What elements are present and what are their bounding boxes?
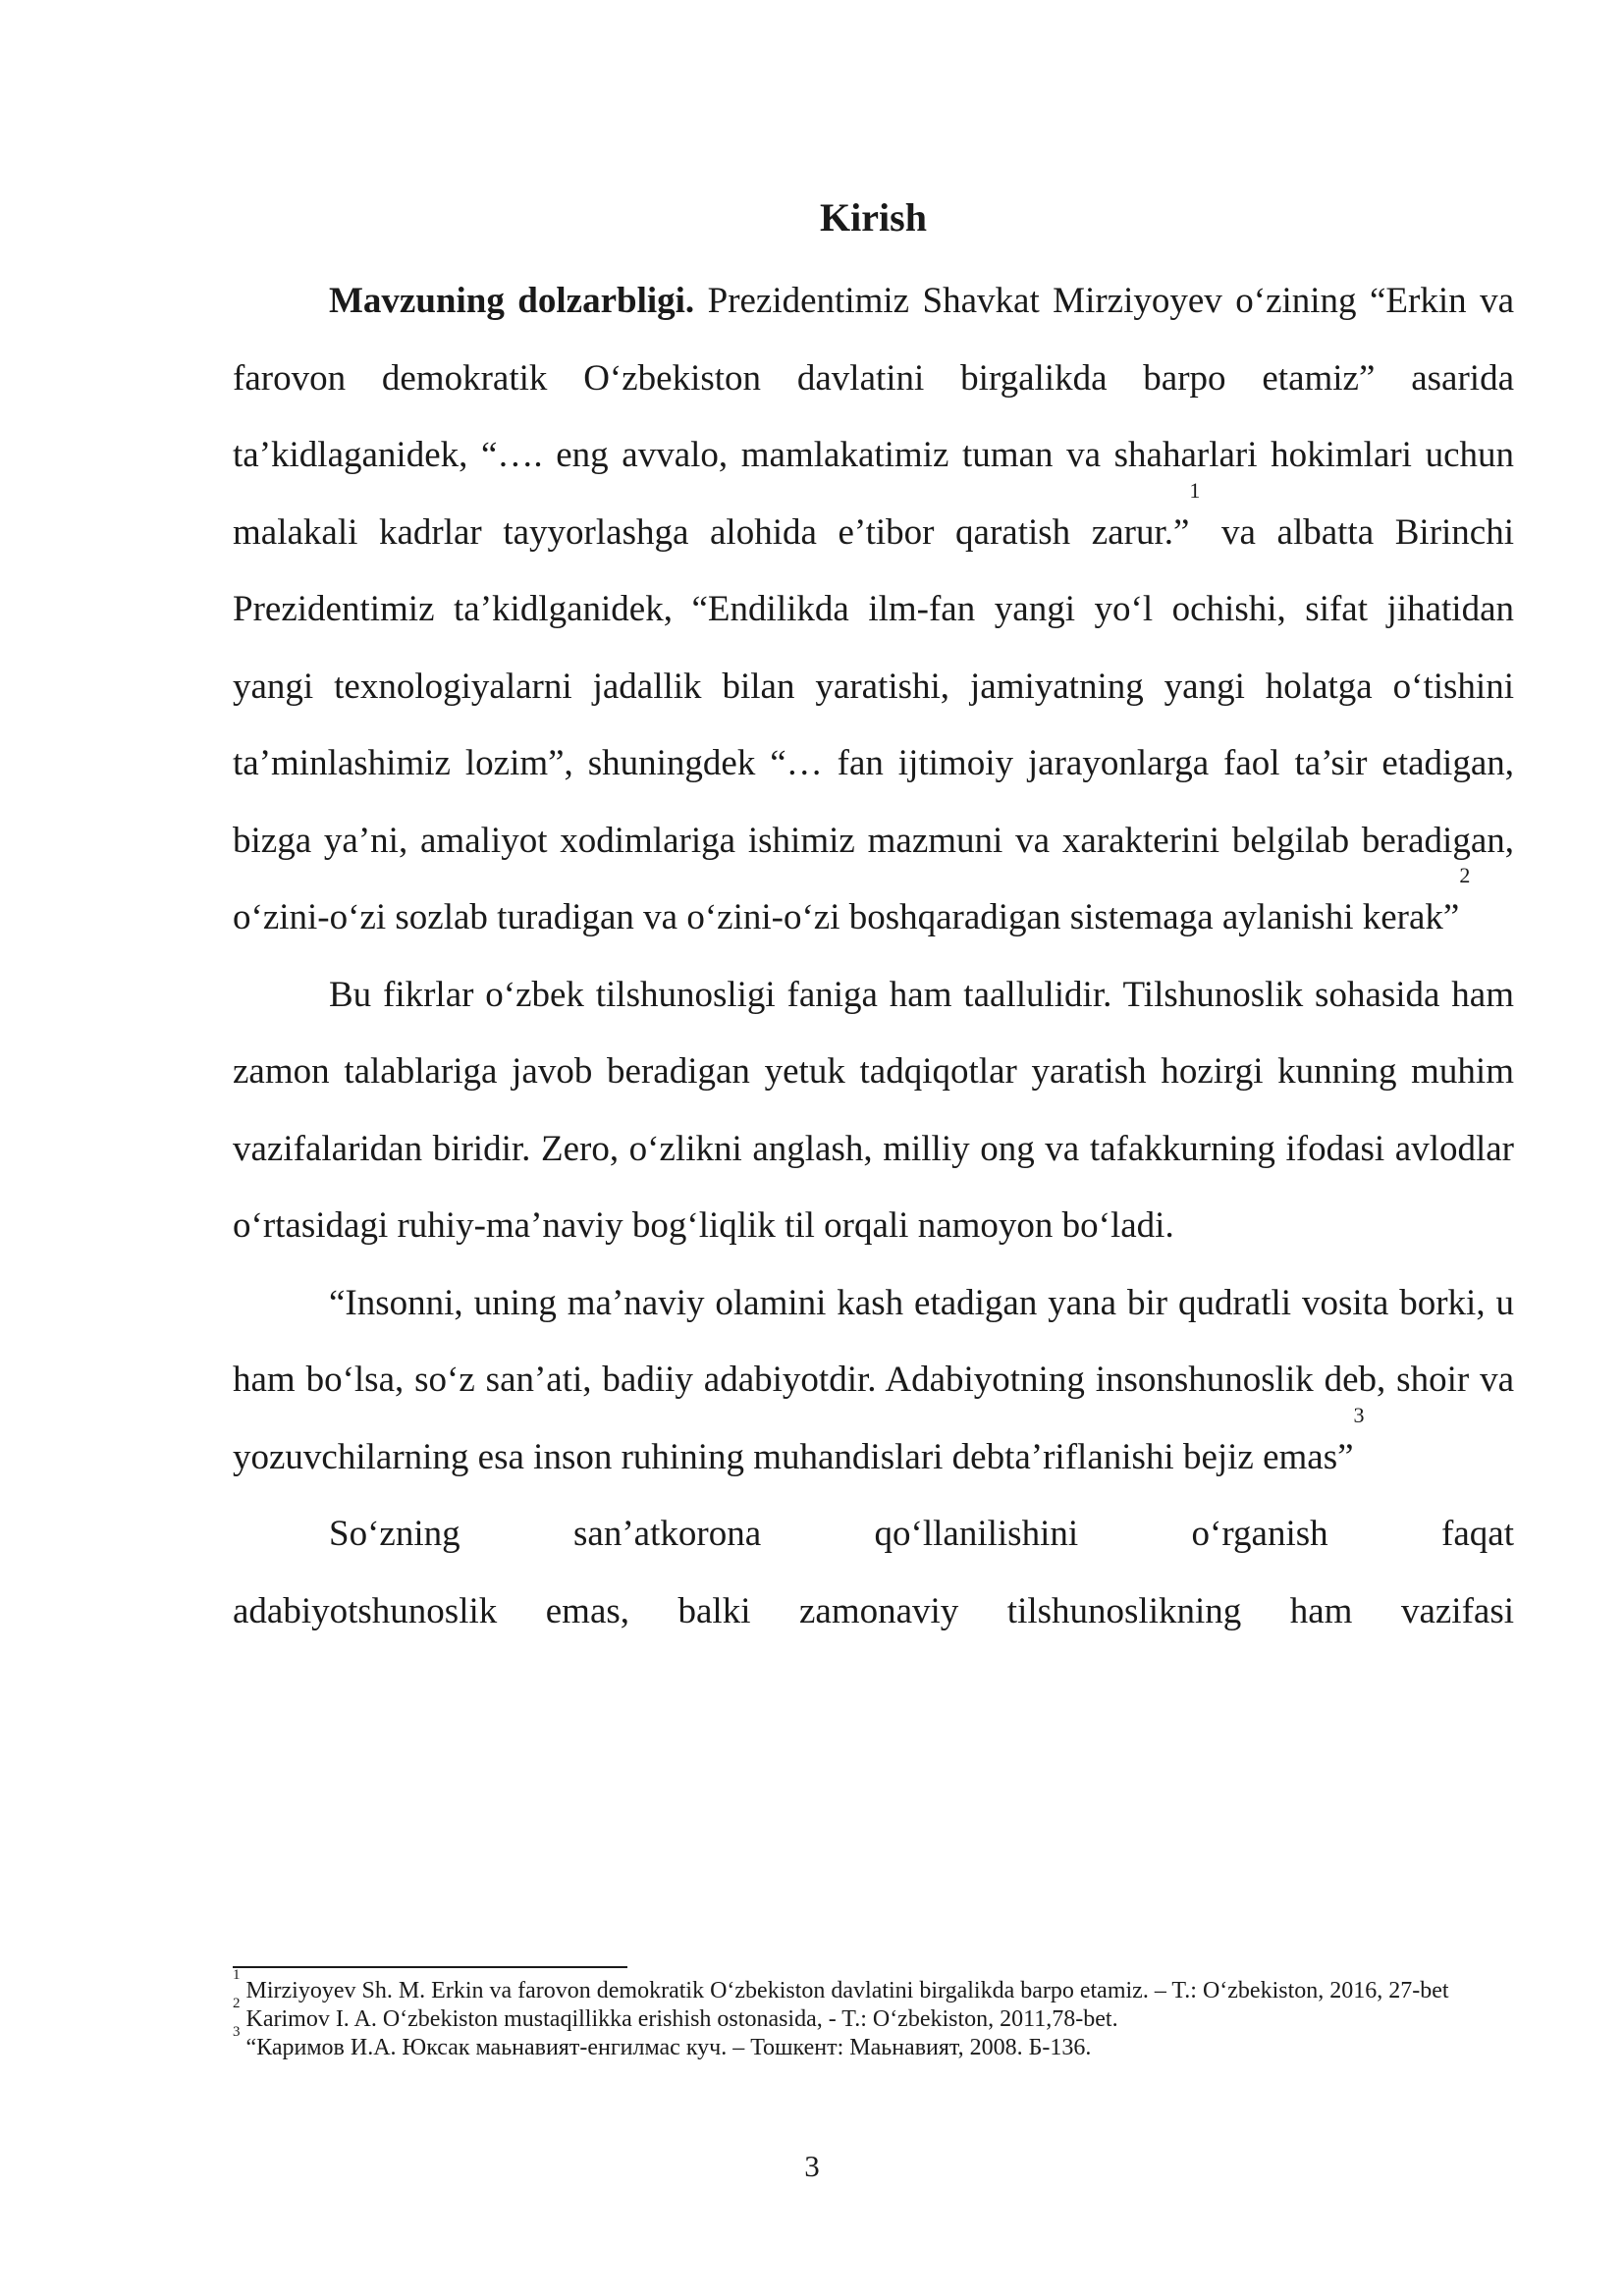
body-text bbox=[233, 263, 1514, 1650]
footnote-item bbox=[233, 2024, 1514, 2062]
footnotes bbox=[233, 1967, 1514, 2062]
paragraph-text: va albatta Birinchi Prezidentimiz ta’kidlganidek, “Endilikda ilm-fan yangi yo‘l ochishi, sifat jihatidan yangi texnologiyalarni jadallik bilan yaratishi, jamiyatning yangi holatga o‘tishini ta’minlashimiz lozim”, shuningdek “… fan ijtimoiy jarayonlarga faol ta’sir etadigan, bizga ya’ni, amaliyot xodimlariga ishimiz mazmuni va xarakterini belgilab beradigan, o‘zini-o‘zi sozlab turadigan va o‘zini-o‘zi boshqaradigan sistemaga aylanishi kerak” bbox=[233, 511, 1514, 937]
paragraph-line: So‘zning san’atkorona qo‘llanilishini o‘rganish faqat bbox=[329, 1514, 1514, 1554]
paragraph-text: Prezidentimiz Shavkat Mirziyoyev o‘zining “Erkin va farovon demokratik O‘zbekiston davlatini birgalikda barpo etamiz” asarida ta’kidlaganidek, “…. eng avvalo, mamlakatimiz tuman va shaharlari hokimlari uchun malakali kadrlar tayyorlashga alohida e’tibor qaratish zarur.” bbox=[233, 281, 1514, 553]
paragraph-linguistics: Bu fikrlar o‘zbek tilshunosligi faniga ham taallulidir. Tilshunoslik sohasida ham zamon talablariga javob beradigan yetuk tadqiqotlar yaratish hozirgi kunning muhim vazifalaridan biridir. Zero, o‘zlikni anglash, milliy ong va tafakkurning ifodasi avlodlar o‘rtasidagi ruhiy-ma’naviy bog‘liqlik til orqali namoyon bo‘ladi. bbox=[233, 974, 1514, 1246]
footnote-ref: 2 bbox=[1459, 863, 1471, 887]
footnote-ref: 1 bbox=[1189, 477, 1201, 503]
footnote-separator bbox=[233, 1966, 627, 1968]
footnote-item bbox=[233, 1996, 1514, 2034]
footnote-number: 3 bbox=[233, 2024, 241, 2040]
paragraph-line: adabiyotshunoslik emas, balki zamonaviy tilshunoslikning ham vazifasi bbox=[233, 1590, 1514, 1631]
section-heading: Kirish bbox=[820, 195, 927, 240]
paragraph-quote bbox=[233, 1265, 1514, 1497]
footnote-number: 1 bbox=[233, 1967, 241, 1983]
footnote-number: 2 bbox=[233, 1996, 241, 2011]
paragraph-text: “Insonni, uning ma’naviy olamini kash etadigan yana bir qudratli vosita borki, u ham bo‘lsa, so‘z san’ati, badiiy adabiyotdir. Adabiyotning insonshunoslik deb, shoir va yozuvchilarning esa inson ruhining muhandislari debta’riflanishi bejiz emas” bbox=[233, 1282, 1514, 1477]
footnote-ref: 3 bbox=[1353, 1402, 1365, 1427]
footnote-text: Mirziyoyev Sh. M. Erkin va farovon demokratik O‘zbekiston davlatini birgalikda barpo etamiz. – T.: O‘zbekiston, 2016, 27-bet bbox=[240, 1978, 1449, 2003]
paragraph-lead: Mavzuning dolzarbligi. bbox=[329, 281, 695, 321]
footnote-text: “Каримов И.А. Юксак маьнавият-енгилмас куч. – Тошкент: Маьнавият, 2008. Б-136. bbox=[240, 2035, 1092, 2060]
footnote-item bbox=[233, 1967, 1514, 2005]
footnote-text: Karimov I. A. O‘zbekiston mustaqillikka erishish ostonasida, - T.: O‘zbekiston, 2011,78-bet. bbox=[240, 2006, 1118, 2032]
paragraph-relevance bbox=[233, 263, 1514, 957]
page-number: 3 bbox=[804, 2149, 820, 2183]
